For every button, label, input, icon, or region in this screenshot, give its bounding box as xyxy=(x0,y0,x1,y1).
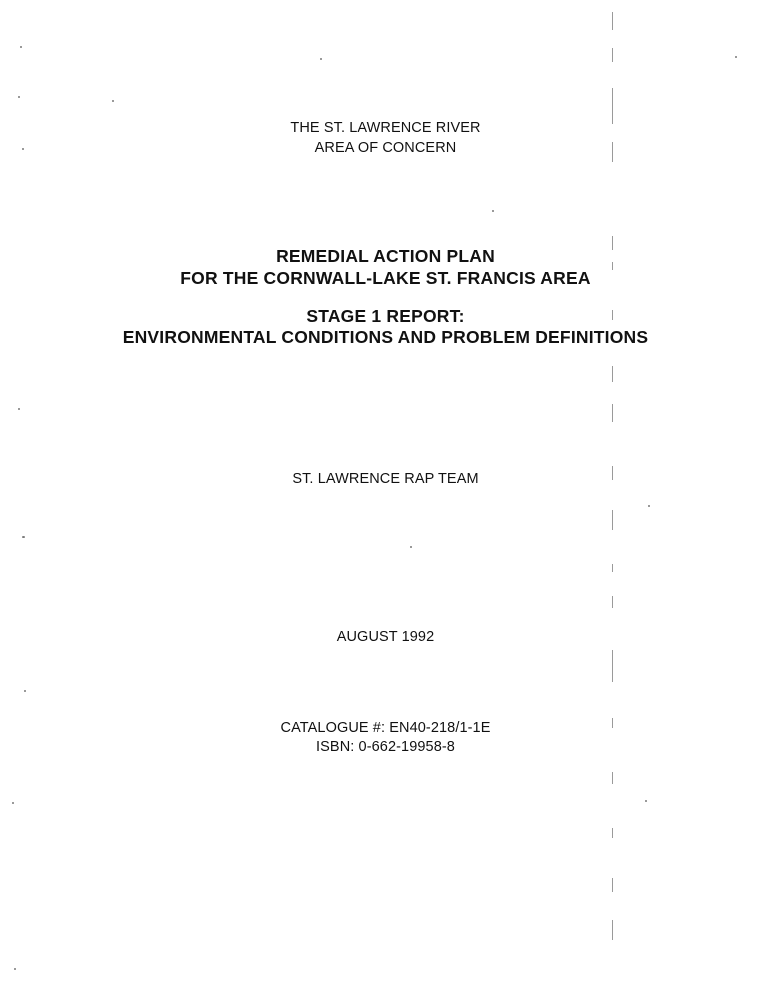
header-line-1: THE ST. LAWRENCE RIVER xyxy=(290,120,481,136)
title-line-1: REMEDIAL ACTION PLAN xyxy=(276,246,495,266)
header-line-2: AREA OF CONCERN xyxy=(314,140,457,156)
subtitle-line-2: ENVIRONMENTAL CONDITIONS AND PROBLEM DEFINITIONS xyxy=(122,327,649,347)
subtitle-line-1: STAGE 1 REPORT: xyxy=(306,306,465,326)
catalogue-number: CATALOGUE #: EN40-218/1-1E xyxy=(280,720,491,736)
publication-date: AUGUST 1992 xyxy=(336,629,435,645)
isbn-number: ISBN: 0-662-19958-8 xyxy=(316,739,455,755)
title-line-2: FOR THE CORNWALL-LAKE ST. FRANCIS AREA xyxy=(180,268,591,288)
author: ST. LAWRENCE RAP TEAM xyxy=(292,471,479,487)
